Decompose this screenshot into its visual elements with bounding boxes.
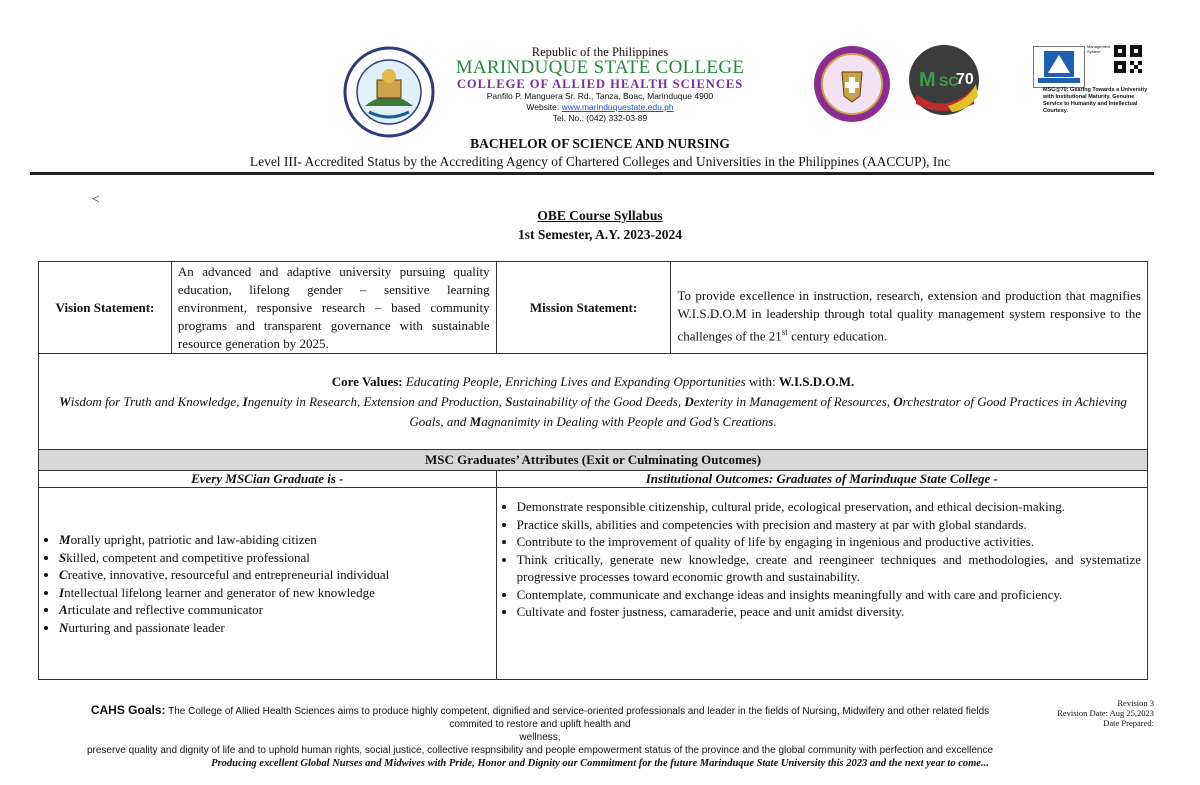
revision-number: Revision 3 [1117, 698, 1154, 708]
svg-text:M: M [919, 69, 936, 91]
graduate-attributes-list [45, 531, 490, 636]
attr-letter: C [59, 567, 68, 582]
date-prepared: Date Prepared: [1103, 718, 1154, 728]
wisdom-text-w: isdom for Truth and Knowledge, [70, 393, 243, 409]
list-item [59, 566, 490, 584]
list-item: • Contribute to the improvement of quality of life by engaging in ingenious and productive activities. [517, 533, 1141, 551]
attr-text: urturing and passionate leader [68, 619, 225, 635]
list-item: • Practice skills, abilities and competencies with precision and mastery at par with global standards. [517, 516, 1141, 534]
website-link[interactable]: www.marinduquestate.edu.ph [561, 102, 674, 112]
attr-text: ntellectual lifelong learner and generator of new knowledge [64, 584, 375, 600]
wisdom-letter-i: I [242, 393, 248, 409]
list-item: • Demonstrate responsible citizenship, cultural pride, ecological preservation, and ethical decision-making. [517, 498, 1141, 516]
attributes-heading: MSC Graduates’ Attributes (Exit or Culminating Outcomes) [39, 450, 1148, 471]
core-values-tagline: Educating People, Enriching Lives and Expanding Opportunities [405, 373, 746, 389]
core-values-line [45, 372, 1141, 392]
program-title: BACHELOR OF SCIENCE AND NURSING [470, 136, 730, 151]
attributes-content-row [39, 488, 1148, 680]
college-address: Panfilo P. Manguera Sr. Rd., Tanza, Boac, Marinduque 4900 [486, 91, 714, 101]
institutional-outcomes-list [503, 498, 1141, 621]
mission-text-end: century education. [787, 328, 888, 344]
list-item [59, 584, 490, 602]
list-item [59, 549, 490, 567]
attr-text: orally upright, patriotic and law-abiding citizen [70, 532, 317, 547]
cahs-name: COLLEGE OF ALLIED HEALTH SCIENCES [456, 77, 744, 91]
republic-line: Republic of the Philippines [531, 45, 669, 59]
wisdom-text-m: agnanimity in Dealing with People and God’s Creations. [481, 413, 777, 429]
header-divider [30, 172, 1154, 175]
wisdom-text-o: rchestrator of Good Practices in Achieving Goals, and [409, 393, 1127, 429]
graduate-attributes-cell [39, 488, 497, 680]
telephone: Tel. No.: (042) 332-03-89 [552, 113, 648, 123]
mission-sup: st [781, 327, 788, 338]
wisdom-text-d: exterity in Management of Resources, [693, 393, 894, 409]
wisdom-text-s: ustainability of the Good Deeds, [512, 393, 685, 409]
college-motto: Producing excellent Global Nurses and Midwives with Pride, Honor and Dignity our Commitment for the future Marinduque State University this 2023 and the next year to come... [211, 758, 989, 769]
attr-letter: N [59, 619, 69, 635]
list-item [59, 601, 490, 619]
list-item: • Think critically, generate new knowledge, create and reengineer techniques and methodologies, and systematize progressive processes toward economic growth and sustainability. [517, 551, 1141, 586]
core-values-label: Core Values: [331, 373, 403, 389]
goals-line-1 [60, 704, 1020, 718]
wisdom-letter-d: D [684, 393, 694, 409]
mission-text-main: To provide excellence in instruction, research, extension and production that magnifies W.I.S.D.O.M in leadership through total quality management system responsive to the challenges of the 21 [677, 288, 1141, 344]
attr-text: rticulate and reflective communicator [67, 602, 263, 617]
mission-label: Mission Statement: [496, 262, 671, 354]
website-line [0, 102, 1200, 112]
left-subheading: Every MSCian Graduate is - [39, 471, 497, 488]
svg-text:70: 70 [956, 71, 974, 88]
list-item: • Cultivate and foster justness, camaraderie, peace and unit amidst diversity. [517, 603, 1141, 621]
attr-letter: S [59, 549, 67, 565]
wisdom-letter-s: S [505, 393, 513, 409]
accreditation-line: Level III- Accredited Status by the Accrediting Agency of Chartered Colleges and Universities in the Philippines (AACCUP), Inc [249, 154, 951, 169]
institutional-outcomes-cell [496, 488, 1147, 680]
syllabus-title: OBE Course Syllabus [537, 208, 663, 223]
vision-label: Vision Statement: [39, 262, 172, 354]
wisdom-letter-m: M [469, 413, 482, 429]
wisdom-text-i: ngenuity in Research, Extension and Production, [247, 393, 506, 409]
syllabus-semester: 1st Semester, A.Y. 2023-2024 [518, 227, 682, 242]
list-item [59, 619, 490, 637]
core-values-acronym: W.I.S.D.O.M. [778, 373, 855, 389]
attr-letter: A [59, 602, 68, 617]
mission-text [671, 262, 1148, 354]
goals-label: CAHS Goals: [90, 703, 166, 717]
wisdom-letter-o: O [893, 393, 903, 409]
syllabus-table [38, 261, 1148, 680]
list-item: • Contemplate, communicate and exchange ideas and insights meaningfully and with care and proficiency. [517, 586, 1141, 604]
vision-mission-row [39, 262, 1148, 354]
core-values-cell [39, 354, 1148, 450]
attr-text: killed, competent and competitive professional [66, 549, 310, 565]
revision-date: Revision Date: Aug 25,2023 [1057, 708, 1154, 718]
core-values-with: with: [745, 373, 776, 389]
goals-line-2: commited to restore and uplift health and [449, 719, 631, 730]
svg-text:SC: SC [939, 73, 959, 89]
dashboard-text: MSC@70: Gearing Towards a University with Institutional Maturity, Genuine Service to Humanity and Intellectual Courtesy. [1043, 87, 1148, 114]
attributes-subheading-row [39, 471, 1148, 488]
goals-line-3: wellness, [519, 732, 561, 743]
website-label: Website: [526, 102, 560, 112]
list-item [59, 531, 490, 549]
certification-text: Management System [1087, 44, 1111, 54]
wisdom-definition [45, 392, 1141, 432]
right-subheading: Institutional Outcomes: Graduates of Marinduque State College - [496, 471, 1147, 488]
goals-line-4: preserve quality and dignity of life and to uphold human rights, social justice, collective respnsibility and people empowerment status of the province and the global community with perfection and excellence [86, 745, 994, 756]
vision-text: An advanced and adaptive university pursuing quality education, lifelong gender – sensitive learning environment, responsive research – based community programs and transparent governance with sustainable resource generation by 2025. [171, 262, 496, 354]
core-values-row [39, 354, 1148, 450]
college-name: MARINDUQUE STATE COLLEGE [455, 57, 745, 78]
attr-text: reative, innovative, resourceful and entrepreneurial individual [67, 567, 390, 582]
caret-mark: < [92, 191, 100, 206]
attr-letter: M [59, 532, 71, 547]
cahs-goals [60, 704, 1020, 757]
revision-info [1040, 698, 1154, 728]
wisdom-letter-w: W [59, 393, 71, 409]
goals-text-1: The College of Allied Health Sciences aims to produce highly competent, dignified and service-oriented professionals and leader in the fields of Nursing, Midwifery and other related fields [165, 706, 990, 717]
attr-letter: I [59, 584, 65, 600]
attributes-heading-row [39, 450, 1148, 471]
